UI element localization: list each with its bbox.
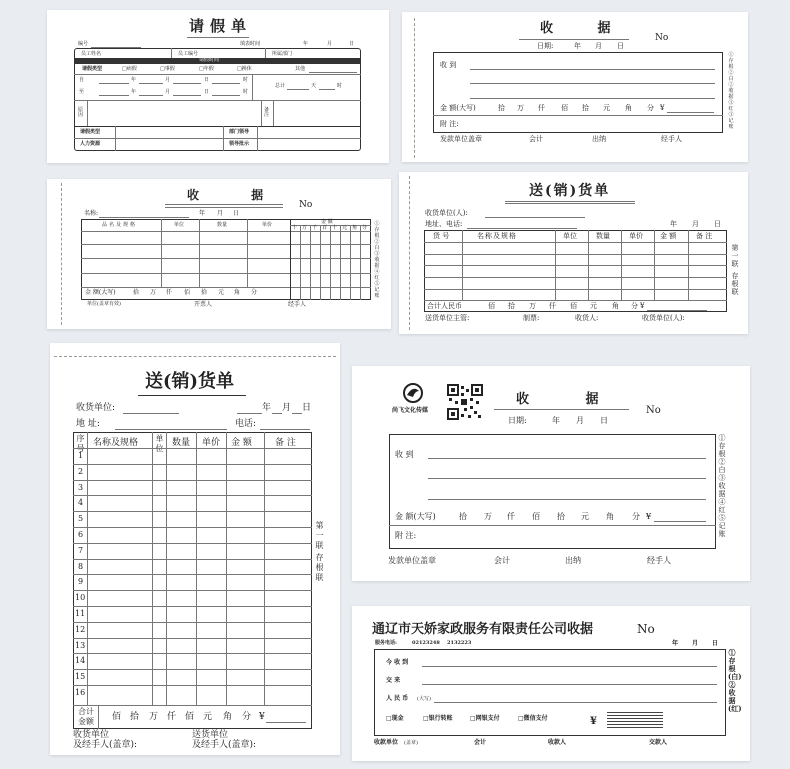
receipt1-card: 收 据 No 日期: 年 月 日 收 到 金 额(大写) 拾 万 仟 佰 拾 元 角 分 ¥ 附 注: 发款单位盖章 会计 出纳 经手人 ①存根②白②收据③红③记账 xyxy=(402,12,748,162)
table-row-line xyxy=(73,638,312,639)
table-row-line xyxy=(73,495,312,496)
table-row-number: 7 xyxy=(78,545,84,555)
table-row-number: 1 xyxy=(78,451,84,460)
leave-form-card: 请假单 编号 填表时间 年 月 日 员工姓名 员工编号 所属部门 请假时间 请假类型 □病假 □事假 □年假 □换休 其他 自 年 月 日 时 至 年 月 日 时 总计 天 时 原因 备注 请假类型 部门领导 人力资源 领导批示 xyxy=(47,10,389,163)
qr-code-icon xyxy=(447,384,483,420)
receipt2-card: 收 据 No 名称: 年 月 日 品名及规格 单位 数量 单价 金 额 十 万 千 百 十 元 角 分 金 额(大写) 拾 万 仟 佰 拾 元 角 分 单位(盖章有效) 开票人 经手人 ①存根②白③收据④红⑤记账 xyxy=(47,179,391,329)
logo-text: 尚飞文化传媒 xyxy=(392,407,429,414)
table-row-number: 4 xyxy=(78,498,84,508)
table-row-number: 15 xyxy=(75,672,86,682)
table-row-line xyxy=(73,448,312,449)
receipt1-side: ①存根②白②收据③红③记账 xyxy=(728,52,734,130)
company-receipt-card: 通辽市天娇家政服务有限责任公司收据 No 服务电话: 02123248 2132223 年 月 日 今 收 到 交 来 人 民 币 (大写) □现金 □银行转账 □网银支付 □微信支付 ¥ 收款单位 (盖章) 会计 收款人 交款人 ①存根(白)②收据(红) xyxy=(352,606,750,761)
leave-title: 请假单 xyxy=(189,17,253,35)
logo-icon xyxy=(403,383,423,403)
leave-label-filltime: 填表时间 xyxy=(240,41,261,47)
table-row-number: 14 xyxy=(75,656,86,666)
table-row-line xyxy=(73,574,312,575)
receipt3-box xyxy=(389,434,716,549)
table-row-number: 16 xyxy=(75,688,86,697)
pay-wechat-checkbox: □微信支付 xyxy=(518,715,548,722)
pay-bank-checkbox: □银行转账 xyxy=(423,715,453,722)
table-row-number: 6 xyxy=(78,530,84,539)
delivery2-title: 送(销)货单 xyxy=(145,371,235,392)
table-row-number: 3 xyxy=(78,482,84,492)
table-row-number: 5 xyxy=(78,514,84,524)
company-box xyxy=(374,649,726,736)
table-row-line xyxy=(73,480,312,481)
table-row-line xyxy=(73,464,312,465)
amount-hatch xyxy=(607,712,663,730)
pay-cash-checkbox: □现金 xyxy=(386,715,404,722)
table-row-line xyxy=(73,543,312,544)
table-row-line xyxy=(73,669,312,670)
table-row-number: 10 xyxy=(75,593,86,603)
receipt3-card: 尚飞文化传媒 收 据 No 日期: 年 月 日 收 到 金 额(大写) 拾 万 仟 佰 拾 元 角 分 ¥ 附 注: 发款单位盖章 会计 出纳 经手人 ①存根②白③收据④红⑤记账 xyxy=(352,366,750,581)
table-row-line xyxy=(73,606,312,607)
table-row-line xyxy=(73,685,312,686)
delivery1-card: 送(销)货单 收货单位(人): 地址、电话: 年 月 日 货 号 名称及规格 单位 数量 单价 金 额 备 注 合计人民币 佰 拾 万 仟 佰 元 角 分 ¥ 送货单位主管: 制票: 收货人: 收货单位(人): 第一联 存根联 xyxy=(399,172,748,334)
leave-reason: 原因 xyxy=(78,107,84,118)
table-row-line xyxy=(73,527,312,528)
table-row-number: 11 xyxy=(75,609,86,618)
delivery1-title: 送(销)货单 xyxy=(529,183,611,199)
table-row-number: 8 xyxy=(78,561,84,571)
table-row-line xyxy=(73,511,312,512)
table-row-number: 2 xyxy=(78,466,84,476)
receipt1-title: 收 据 xyxy=(540,21,631,36)
table-row-number: 13 xyxy=(75,640,86,650)
company-side: ①存根(白)②收据(红) xyxy=(728,648,742,713)
receipt2-side: ①存根②白③收据④红⑤记账 xyxy=(374,221,380,299)
table-row-number: 12 xyxy=(75,624,86,634)
receipt1-box xyxy=(433,52,723,133)
receipt2-title: 收 据 xyxy=(187,188,288,202)
table-row-number: 9 xyxy=(78,577,84,587)
table-row-line xyxy=(73,653,312,654)
table-row-line xyxy=(73,590,312,591)
table-row-line xyxy=(73,622,312,623)
delivery2-card: 送(销)货单 收货单位: 年 月 日 地 址: 电话: 序号 名称及规格 单位 数量 单价 金 额 备 注 1 2 3 4 5 6 7 8 9 10 11 12 13 14 15 16 合计 金额 佰 拾 万 仟 佰 元 角 分 ¥ 收货单位 及经手人(盖章): 送货单位 及经手人(盖章): 第一联 存根联 xyxy=(50,343,340,755)
pay-online-checkbox: □网银支付 xyxy=(470,715,500,722)
leave-label-no: 编号 xyxy=(78,41,89,47)
receipt3-title: 收 据 xyxy=(516,392,625,407)
leave-note: 备注 xyxy=(264,107,270,118)
table-row-line xyxy=(73,559,312,560)
company-title: 通辽市天娇家政服务有限责任公司收据 xyxy=(372,622,594,637)
receipt3-side: ①存根②白③收据④红⑤记账 xyxy=(718,434,726,538)
